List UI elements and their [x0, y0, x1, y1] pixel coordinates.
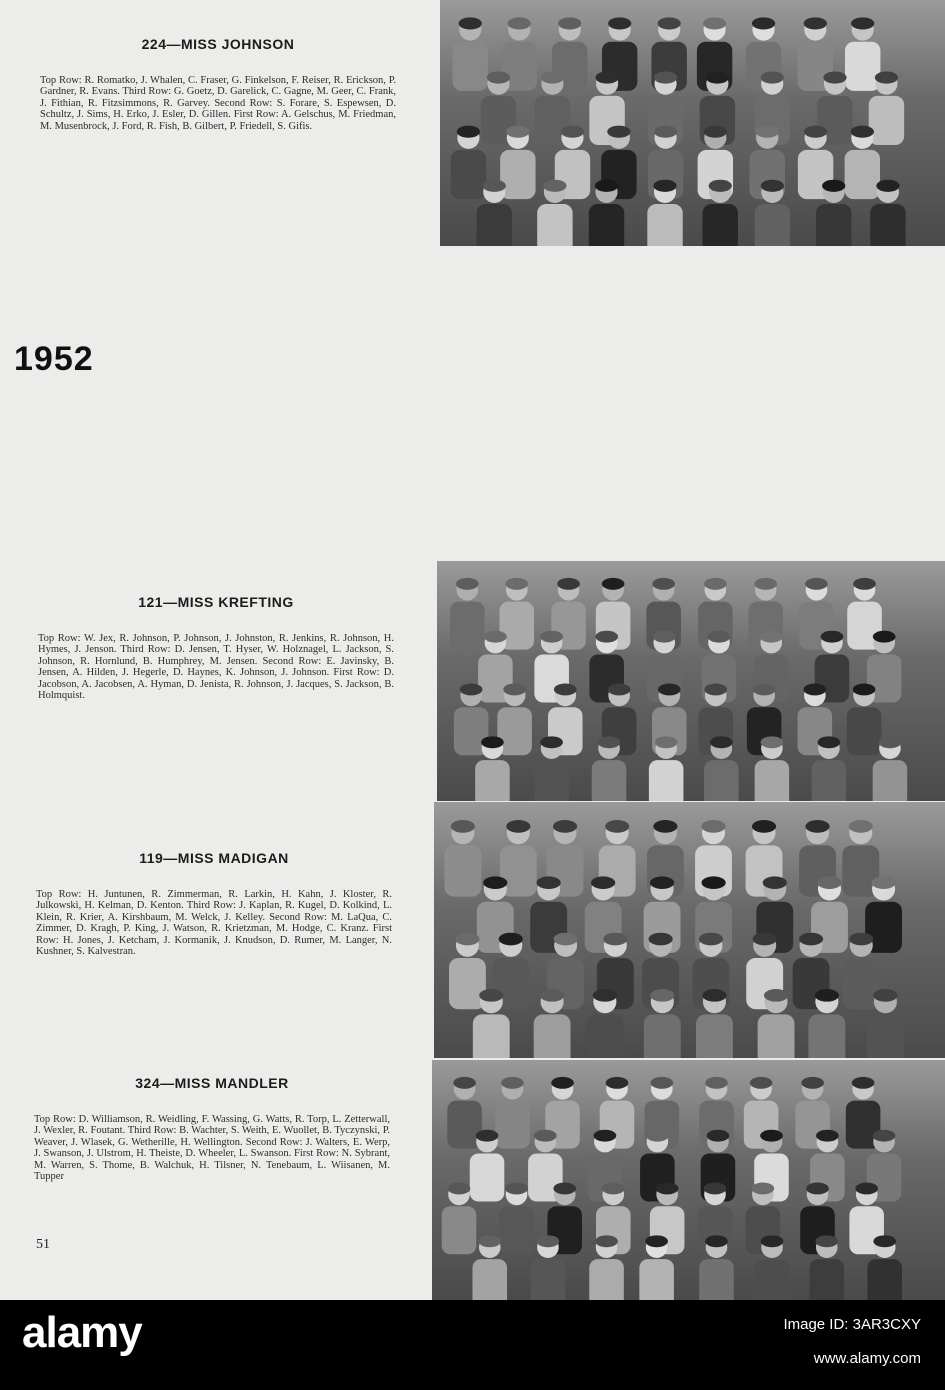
photo-figure-body: [475, 760, 510, 801]
photo-figure-hair: [815, 1235, 838, 1247]
photo-figure-hair: [595, 180, 618, 192]
photo-figure-hair: [756, 126, 779, 138]
photo-figure-hair: [704, 126, 727, 138]
photo-figure-hair: [750, 1077, 773, 1089]
photo-figure-hair: [646, 1130, 669, 1142]
photo-figure-hair: [873, 1235, 896, 1247]
photo-figure-hair: [760, 631, 783, 643]
photo-figure-body: [451, 150, 486, 199]
photo-figure-body: [696, 1014, 733, 1058]
section-heading-mandler: 324—MISS MANDLER: [135, 1075, 289, 1091]
photo-figure-hair: [481, 736, 504, 748]
photo-figure-hair: [508, 17, 531, 29]
photo-figure-hair: [608, 684, 631, 696]
photo-figure-hair: [701, 820, 725, 833]
crowd-figure: [437, 561, 945, 801]
photo-figure-hair: [595, 631, 618, 643]
photo-figure-hair: [501, 1077, 524, 1089]
photo-figure-body: [470, 1153, 505, 1201]
photo-figure-hair: [873, 631, 896, 643]
watermark-footer: [0, 1300, 945, 1390]
photo-figure-hair: [804, 17, 827, 29]
photo-figure-body: [812, 760, 847, 801]
photo-figure-hair: [760, 1130, 783, 1142]
photo-figure-body: [500, 150, 535, 199]
photo-figure-hair: [540, 989, 564, 1002]
photo-figure-hair: [761, 180, 784, 192]
photo-figure-body: [704, 760, 739, 801]
photo-figure-body: [531, 1259, 566, 1300]
photo-figure-hair: [554, 684, 577, 696]
photo-figure-body: [592, 760, 627, 801]
photo-figure-hair: [652, 578, 675, 590]
photo-figure-hair: [602, 578, 625, 590]
photo-figure-body: [870, 204, 905, 246]
photo-figure-body: [647, 204, 682, 246]
photo-figure-hair: [537, 876, 561, 889]
class-photo-madigan: [434, 802, 945, 1058]
photo-figure-hair: [875, 71, 898, 83]
photo-figure-hair: [603, 933, 627, 946]
photo-figure-hair: [704, 578, 727, 590]
photo-figure-body: [589, 1259, 624, 1300]
photo-figure-body: [534, 760, 569, 801]
photo-figure-hair: [537, 1235, 560, 1247]
photo-figure-hair: [761, 1235, 784, 1247]
photo-figure-hair: [595, 1235, 618, 1247]
photo-figure-hair: [805, 820, 829, 833]
photo-figure-hair: [815, 989, 839, 1002]
photo-figure-hair: [706, 71, 729, 83]
site-url: www.alamy.com: [813, 1350, 921, 1367]
photo-figure-hair: [853, 578, 876, 590]
photo-figure-hair: [754, 578, 777, 590]
photo-figure-hair: [806, 1183, 829, 1195]
photo-figure-hair: [557, 578, 580, 590]
photo-figure-hair: [818, 736, 841, 748]
photo-figure-hair: [653, 631, 676, 643]
photo-figure-hair: [702, 876, 726, 889]
photo-figure-hair: [543, 180, 566, 192]
photo-figure-hair: [453, 1077, 476, 1089]
photo-figure-body: [537, 204, 572, 246]
page-number: 51: [36, 1237, 50, 1252]
photo-figure-hair: [451, 820, 475, 833]
section-caption-krefting: Top Row: W. Jex, R. Johnson, P. Johnson, J. Johnston, R. Jenkins, R. Johnson, H. Hymes, J. Jenson. Third Row: D. Jensen, T. Hyser, W. Holznagel, L. Jackson, S. Johnson, R. Hornlund, B. Humphrey, M. Jensen. Second Row: E. Javinsky, B. Jensen, A. Hilden, J. Hegerle, D. Haynes, K. Johnson, J. Johnson. First Row: D. Jacobson, A. Jacobsen, A. Hyman, D. Jenista, R. Johnson, J. Jacques, S. Jackson, B. Holmquist.: [38, 633, 394, 702]
photo-figure-body: [649, 760, 684, 801]
photo-figure-hair: [817, 876, 841, 889]
photo-figure-hair: [752, 17, 775, 29]
photo-figure-hair: [705, 1077, 728, 1089]
photo-figure-hair: [650, 989, 674, 1002]
photo-figure-hair: [873, 1130, 896, 1142]
photo-figure-hair: [505, 1183, 528, 1195]
photo-figure-hair: [707, 1130, 730, 1142]
photo-figure-hair: [608, 17, 631, 29]
photo-figure-body: [586, 1014, 623, 1058]
photo-figure-hair: [705, 1235, 728, 1247]
photo-figure-hair: [505, 578, 528, 590]
photo-figure-hair: [709, 180, 732, 192]
section-caption-johnson: Top Row: R. Romatko, J. Whalen, C. Fraser, G. Finkelson, F. Reiser, R. Erickson, P. Gardner, R. Evans. Third Row: G. Goetz, D. Garelick, C. Gagne, M. Geer, C. Frank, J. Fithian, R. Fitzsimmons, R. Garvey. Second Row: S. Forare, S. Espewsen, D. Schultz, J. Sims, H. Erko, J. Esler, D. Gillen. First Row: A. Gelschus, M. Friedman, M. Musenbrock, J. Ford, R. Fish, B. Gilbert, P. Friedell, S. Gifis.: [40, 75, 396, 132]
photo-figure-hair: [871, 876, 895, 889]
photo-figure-body: [867, 1259, 902, 1300]
photo-figure-hair: [483, 876, 507, 889]
photo-figure-body: [816, 204, 851, 246]
photo-figure-hair: [541, 71, 564, 83]
photo-figure-hair: [650, 876, 674, 889]
photo-figure-hair: [654, 126, 677, 138]
photo-figure-hair: [879, 736, 902, 748]
photo-figure-hair: [540, 736, 563, 748]
photo-figure-body: [495, 1101, 530, 1149]
photo-figure-hair: [823, 71, 846, 83]
photo-figure-hair: [851, 17, 874, 29]
photo-figure-body: [477, 204, 512, 246]
photo-figure-hair: [476, 1130, 499, 1142]
photo-figure-hair: [606, 1077, 629, 1089]
photo-figure-body: [845, 42, 880, 91]
photo-figure-hair: [655, 736, 678, 748]
photo-figure-hair: [503, 684, 526, 696]
photo-figure-hair: [761, 71, 784, 83]
class-photo-krefting: [437, 561, 945, 801]
photo-figure-hair: [799, 933, 823, 946]
photo-figure-hair: [534, 1130, 557, 1142]
photo-figure-hair: [852, 1077, 875, 1089]
crowd-figure: [432, 1060, 945, 1300]
photo-figure-body: [808, 1014, 845, 1058]
photo-figure-hair: [456, 578, 479, 590]
photo-figure-hair: [598, 736, 621, 748]
photo-figure-hair: [653, 180, 676, 192]
photo-figure-body: [758, 1014, 795, 1058]
photo-figure-hair: [804, 126, 827, 138]
photo-figure-body: [444, 845, 481, 896]
photo-figure-hair: [460, 684, 483, 696]
photo-figure-body: [699, 1259, 734, 1300]
photo-figure-hair: [593, 989, 617, 1002]
photo-figure-hair: [752, 820, 776, 833]
section-heading-johnson: 224—MISS JOHNSON: [141, 36, 295, 52]
image-id-label: Image ID: 3AR3CXY: [783, 1316, 921, 1333]
photo-figure-body: [873, 760, 908, 801]
section-caption-madigan: Top Row: H. Juntunen, R. Zimmerman, R. Larkin, H. Kahn, J. Kloster, R. Julkowski, H. Kelman, D. Kenton. Third Row: J. Kaplan, R. Kugel, D. Kolkind, L. Klein, R. Krier, A. Kirshbaum, M. Welck, J. Kelley. Second Row: M. LaQua, C. Zimmer, D. Kragh, P. King, J. Watson, R. Krietzman, M. Hodge, C. Kranz. First Row: H. Jones, J. Ketcham, J. Kormanik, J. Knudson, D. Rumer, M. Langer, N. Kushner, S. Kalvestran.: [36, 889, 392, 958]
photo-figure-body: [847, 707, 882, 755]
photo-figure-hair: [704, 1183, 727, 1195]
photo-figure-hair: [761, 736, 784, 748]
photo-figure-body: [867, 1014, 904, 1058]
photo-figure-hair: [605, 820, 629, 833]
section-caption-mandler: Top Row: D. Williamson, R. Weidling, F. Wassing, G. Watts, R. Torp, L. Zetterwall, J. Wexler, R. Foutant. Third Row: B. Wachter, S. Weith, E. Wuollet, B. Tyczynski, P. Weaver, J. Wlasek, G. Wetherille, H. Wellington. Second Row: J. Walters, E. Werp, J. Swanson, J. Ulstrom, H. Theiste, D. Wheeler, L. Swanson. First Row: N. Sybrant, M. Warren, S. Thome, B. Walchuk, H. Tilsner, N. Tenebaum, L. Wiisanen, M. Tupper: [34, 1114, 390, 1183]
photo-figure-hair: [506, 820, 530, 833]
alamy-logo: alamy: [22, 1308, 142, 1357]
crowd-figure: [434, 802, 945, 1058]
photo-figure-hair: [554, 933, 578, 946]
photo-figure-hair: [703, 17, 726, 29]
photo-figure-hair: [699, 933, 723, 946]
photo-figure-hair: [656, 1183, 679, 1195]
photo-figure-hair: [594, 1130, 617, 1142]
photo-figure-hair: [645, 1235, 668, 1247]
photo-figure-hair: [801, 1077, 824, 1089]
photo-figure-hair: [650, 1077, 673, 1089]
photo-figure-hair: [876, 180, 899, 192]
photo-figure-hair: [551, 1077, 574, 1089]
photo-figure-hair: [658, 684, 681, 696]
photo-figure-body: [450, 602, 485, 650]
photo-figure-hair: [558, 17, 581, 29]
photo-figure-body: [644, 1014, 681, 1058]
photo-figure-hair: [448, 1183, 471, 1195]
photo-figure-hair: [654, 71, 677, 83]
photo-figure-hair: [602, 1183, 625, 1195]
crowd-figure: [440, 0, 945, 246]
photo-figure-hair: [478, 1235, 501, 1247]
photo-figure-hair: [803, 684, 826, 696]
photo-figure-hair: [607, 126, 630, 138]
photo-figure-hair: [540, 631, 563, 643]
photo-figure-hair: [591, 876, 615, 889]
photo-figure-hair: [653, 820, 677, 833]
photo-figure-hair: [849, 820, 873, 833]
photo-figure-hair: [484, 631, 507, 643]
photo-figure-hair: [849, 933, 873, 946]
photo-figure-hair: [487, 71, 510, 83]
photo-figure-hair: [753, 933, 777, 946]
photo-figure-hair: [483, 180, 506, 192]
photo-figure-body: [809, 1259, 844, 1300]
photo-figure-hair: [873, 989, 897, 1002]
photo-figure-hair: [704, 684, 727, 696]
photo-figure-hair: [805, 578, 828, 590]
photo-figure-hair: [708, 631, 731, 643]
photo-figure-hair: [457, 126, 480, 138]
photo-figure-hair: [702, 989, 726, 1002]
photo-figure-hair: [499, 933, 523, 946]
photo-figure-body: [755, 1259, 790, 1300]
photo-figure-body: [869, 96, 904, 145]
photo-figure-hair: [649, 933, 673, 946]
photo-figure-body: [639, 1259, 674, 1300]
year-label: 1952: [14, 340, 94, 378]
photo-figure-body: [755, 204, 790, 246]
photo-figure-hair: [553, 820, 577, 833]
photo-figure-hair: [553, 1183, 576, 1195]
photo-figure-body: [442, 1206, 477, 1254]
photo-figure-hair: [753, 684, 776, 696]
photo-figure-body: [472, 1259, 507, 1300]
photo-figure-hair: [764, 989, 788, 1002]
photo-figure-hair: [752, 1183, 775, 1195]
photo-figure-hair: [855, 1183, 878, 1195]
photo-figure-hair: [816, 1130, 839, 1142]
photo-figure-hair: [455, 933, 479, 946]
photo-figure-hair: [710, 736, 733, 748]
section-heading-madigan: 119—MISS MADIGAN: [139, 850, 289, 866]
photo-figure-hair: [851, 126, 874, 138]
photo-figure-body: [473, 1014, 510, 1058]
photo-figure-hair: [763, 876, 787, 889]
photo-figure-hair: [561, 126, 584, 138]
photo-figure-body: [755, 760, 790, 801]
photo-figure-body: [703, 204, 738, 246]
class-photo-mandler: [432, 1060, 945, 1300]
section-heading-krefting: 121—MISS KREFTING: [138, 594, 294, 610]
photo-figure-hair: [821, 631, 844, 643]
photo-figure-hair: [479, 989, 503, 1002]
photo-figure-hair: [853, 684, 876, 696]
photo-figure-hair: [595, 71, 618, 83]
photo-figure-hair: [459, 17, 482, 29]
photo-figure-hair: [822, 180, 845, 192]
photo-figure-body: [499, 1206, 534, 1254]
photo-figure-body: [534, 1014, 571, 1058]
photo-figure-hair: [658, 17, 681, 29]
photo-figure-body: [845, 150, 880, 199]
photo-figure-body: [589, 204, 624, 246]
class-photo-johnson: [440, 0, 945, 246]
photo-figure-body: [453, 42, 488, 91]
photo-figure-hair: [506, 126, 529, 138]
